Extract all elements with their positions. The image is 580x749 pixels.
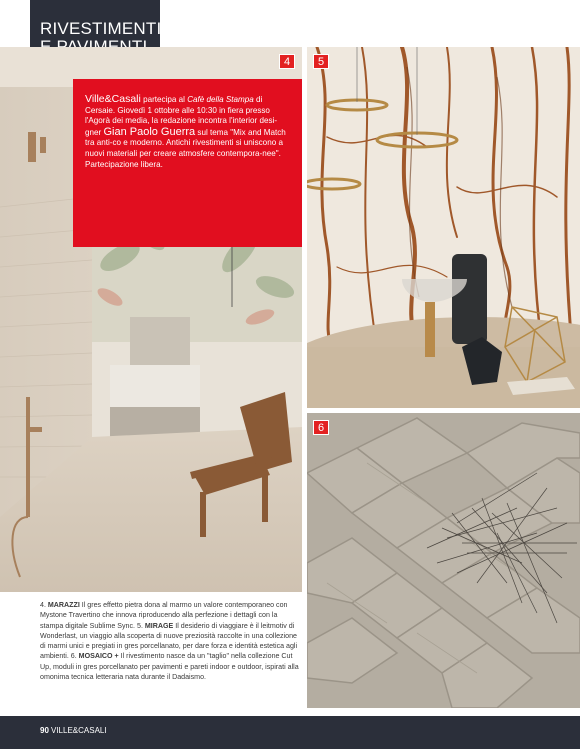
page-number: 90 — [40, 726, 49, 735]
caption-text-6: Il rivestimento nasce da un "taglio" nella collezione Cut Up, moduli in gres porcellanato per pavimenti e pareti indoor e outdoor, ispirati alla omonima tecnica letteraria nata durante il Dadaismo. — [40, 652, 299, 682]
section-title-line1: RIVESTIMENTI — [40, 19, 162, 38]
photo-tiles — [307, 413, 580, 708]
photo-number-badge: 5 — [313, 54, 329, 69]
marble-wall-illustration — [307, 47, 580, 408]
caption-text-4: Il gres effetto pietra dona al marmo un valore contemporaneo con Mystone Travertino che innova riproducendo alla perfezione i dettagli con la stampa digitale Sublime Sync. 5. — [40, 601, 288, 630]
event-callout — [73, 79, 302, 247]
caption-brand-mosaico: MOSAICO + — [78, 652, 119, 661]
photo-number-badge: 6 — [313, 420, 329, 435]
cut-up-tiles-illustration — [307, 413, 580, 708]
caption-text-5: Il desiderio di viaggiare è il leitmotiv di Wonderlast, un viaggio alla scoperta di nuove preziosità raccolte in una collezione di marmi unici e pregiati in gres porcellanato, per dare forza e identità estetica agli ambienti. 6. — [40, 621, 298, 661]
caption-brand-mirage: MIRAGE — [144, 621, 174, 630]
caption-brand-marazzi: MARAZZI — [47, 601, 80, 609]
callout-text-1: partecipa al — [140, 95, 188, 104]
callout-text-2: di Cersaie. Giovedì 1 ottobre alle 10:30 in fiera presso l'Agorà dei media, la redazione incontra l'interior desi-gner — [85, 95, 278, 137]
photo-number-badge: 4 — [279, 54, 295, 69]
callout-brand: Ville&Casali — [85, 93, 141, 105]
magazine-name: VILLE&CASALI — [51, 726, 107, 735]
callout-venue: Cafè della Stampa — [187, 95, 254, 104]
photo-caption — [40, 600, 302, 682]
callout-designer: Gian Paolo Guerra — [103, 125, 196, 138]
callout-text-3: sul tema "Mix and Match tra anti-co e moderno. Antichi rivestimenti si uniscono a nuovi materiali per creare atmosfere contempora-nee". Partecipazione libera. — [85, 127, 286, 169]
page-footer — [0, 716, 580, 749]
caption-num-4: 4. — [40, 601, 48, 609]
photo-marble-lamps — [307, 47, 580, 408]
